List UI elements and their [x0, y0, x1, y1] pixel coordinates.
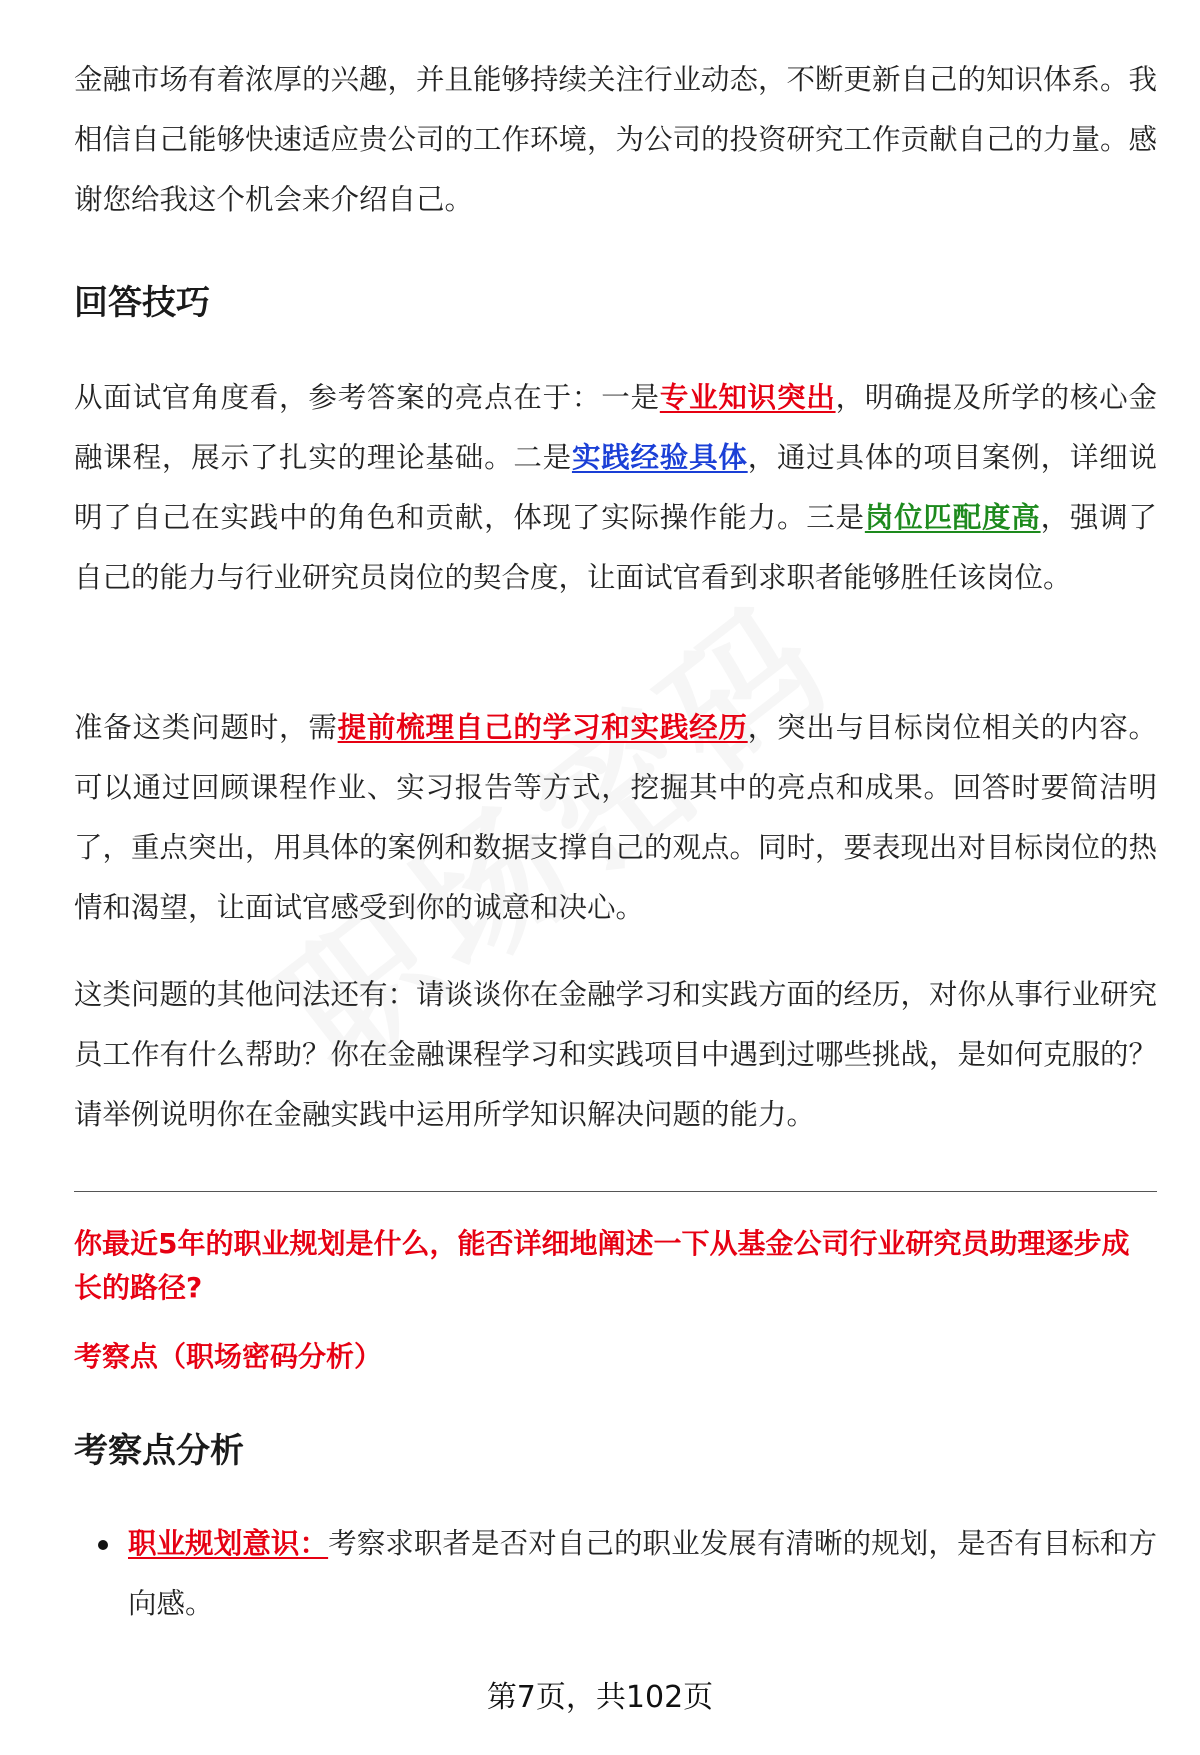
interview-question: 你最近5年的职业规划是什么，能否详细地阐述一下从基金公司行业研究员助理逐步成长的路径?: [74, 1227, 1130, 1304]
other-questions-paragraph: 这类问题的其他问法还有：请谈谈你在金融学习和实践方面的经历，对你从事行业研究员工作有什么帮助？你在金融课程学习和实践项目中遇到过哪些挑战，是如何克服的？请举例说明你在金融实践中运用所学知识解决问题的能力。: [74, 978, 1158, 1131]
tips-text-2: ，明确提及所学的核心金融课程，展示了扎实的理论基础。二是: [74, 381, 1157, 474]
bullet-body: 考察求职者是否对自己的职业发展有清晰的规划，是否有目标和方向感。: [128, 1527, 1157, 1620]
highlight-practical-experience: 实践经验具体: [571, 441, 748, 474]
section-divider: [74, 1191, 1157, 1192]
tips-text-4: ，强调了自己的能力与行业研究员岗位的契合度，让面试官看到求职者能够胜任该岗位。: [74, 501, 1157, 594]
prep-paragraph: [74, 698, 1157, 938]
prep-text-2: ，突出与目标岗位相关的内容。可以通过回顾课程作业、实习报告等方式，挖掘其中的亮点和成果。回答时要简洁明了，重点突出，用具体的案例和数据支撑自己的观点。同时，要表现出对目标岗位的热情和渴望，让面试官感受到你的诚意和决心。: [74, 711, 1158, 924]
tips-text-1: 从面试官角度看，参考答案的亮点在于：一是: [74, 381, 660, 414]
highlight-job-match: 岗位匹配度高: [864, 501, 1041, 534]
assessment-point-label: 考察点（职场密码分析）: [74, 1340, 383, 1373]
highlight-review-experience: 提前梳理自己的学习和实践经历: [337, 711, 748, 744]
intro-paragraph: 金融市场有着浓厚的兴趣，并且能够持续关注行业动态，不断更新自己的知识体系。我相信自己能够快速适应贵公司的工作环境，为公司的投资研究工作贡献自己的力量。感谢您给我这个机会来介绍自己。: [74, 63, 1158, 216]
analysis-heading: 考察点分析: [74, 1431, 244, 1471]
page-footer: 第7页，共102页: [486, 1680, 714, 1715]
highlight-professional-knowledge: 专业知识突出: [659, 381, 836, 414]
prep-text-1: 准备这类问题时，需: [74, 711, 338, 744]
bullet-dot-icon: [98, 1540, 108, 1550]
tips-paragraph: [74, 368, 1157, 608]
bullet-text: [128, 1514, 1157, 1634]
tips-heading: 回答技巧: [74, 283, 210, 323]
bullet-label: 职业规划意识：: [128, 1527, 329, 1560]
tips-text-3: ，通过具体的项目案例，详细说明了自己在实践中的角色和贡献，体现了实际操作能力。三是: [74, 441, 1157, 534]
